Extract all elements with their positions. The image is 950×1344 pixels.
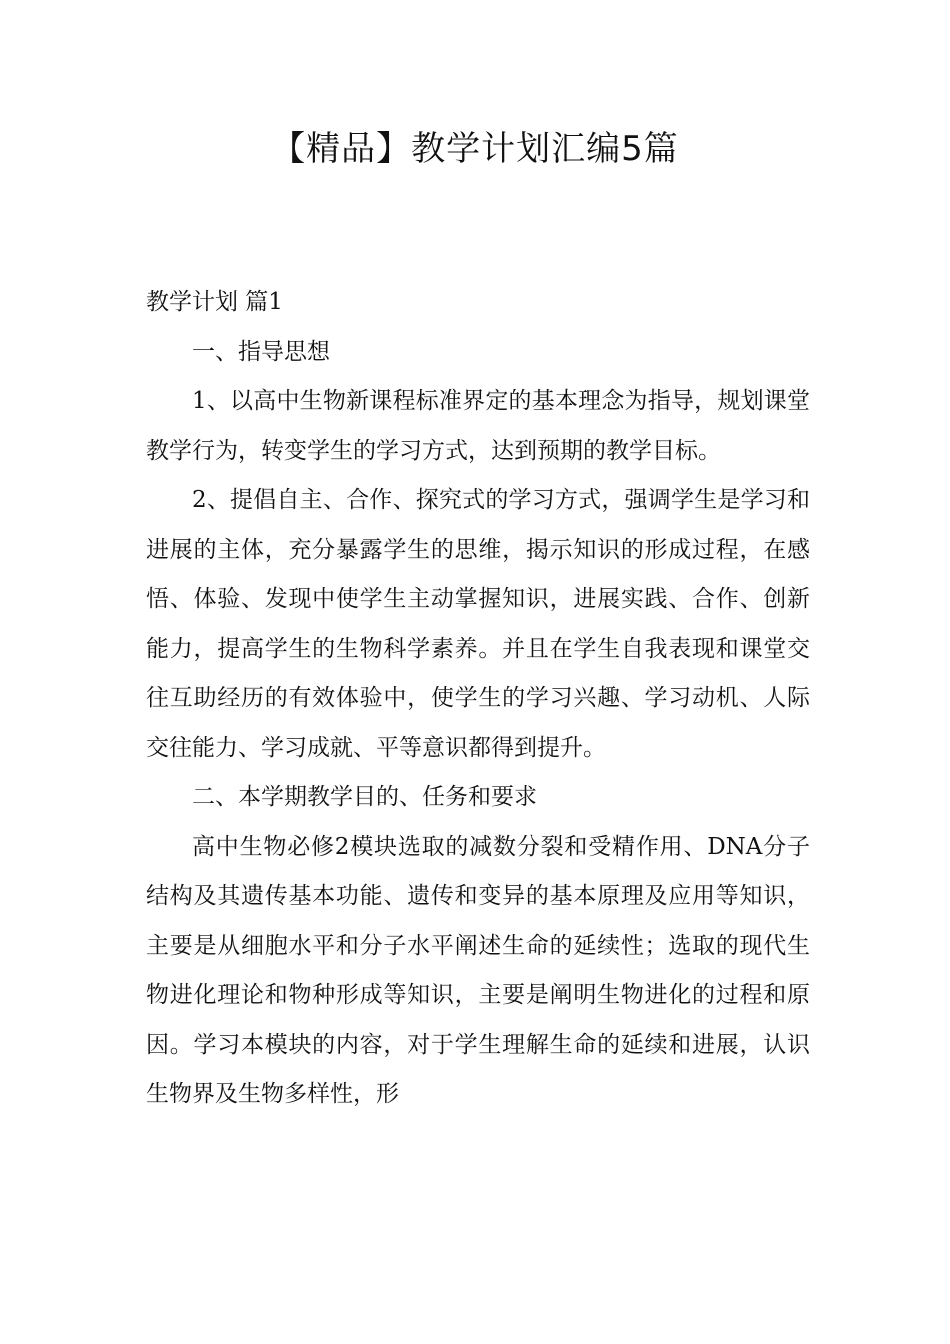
paragraph-2: 2、提倡自主、合作、探究式的学习方式，强调学生是学习和进展的主体，充分暴露学生的思维，揭示知识的形成过程，在感悟、体验、发现中使学生主动掌握知识，进展实践、合作、创新能力，提高学生的生物科学素养。并且在学生自我表现和课堂交往互助经历的有效体验中，使学生的学习兴趣、学习动机、人际交往能力、学习成就、平等意识都得到提升。 xyxy=(146,487,810,761)
heading-guiding-ideology: 一、指导思想 xyxy=(192,338,330,365)
document-title: 【精品】教学计划汇编5篇 xyxy=(271,129,679,169)
section-title: 教学计划 篇1 xyxy=(146,289,283,315)
paragraph-1: 1、以高中生物新课程标准界定的基本理念为指导，规划课堂教学行为，转变学生的学习方式，达到预期的教学目标。 xyxy=(146,388,810,464)
heading-semester-goals: 二、本学期教学目的、任务和要求 xyxy=(192,784,537,810)
paragraph-3: 高中生物必修2模块选取的减数分裂和受精作用、DNA分子结构及其遗传基本功能、遗传和变异的基本原理及应用等知识，主要是从细胞水平和分子水平阐述生命的延续性；选取的现代生物进化理论和物种形成等知识，主要是阐明生物进化的过程和原因。学习本模块的内容，对于学生理解生命的延续和进展，认识生物界及生物多样性，形 xyxy=(146,833,810,1107)
document-body xyxy=(146,278,810,1120)
